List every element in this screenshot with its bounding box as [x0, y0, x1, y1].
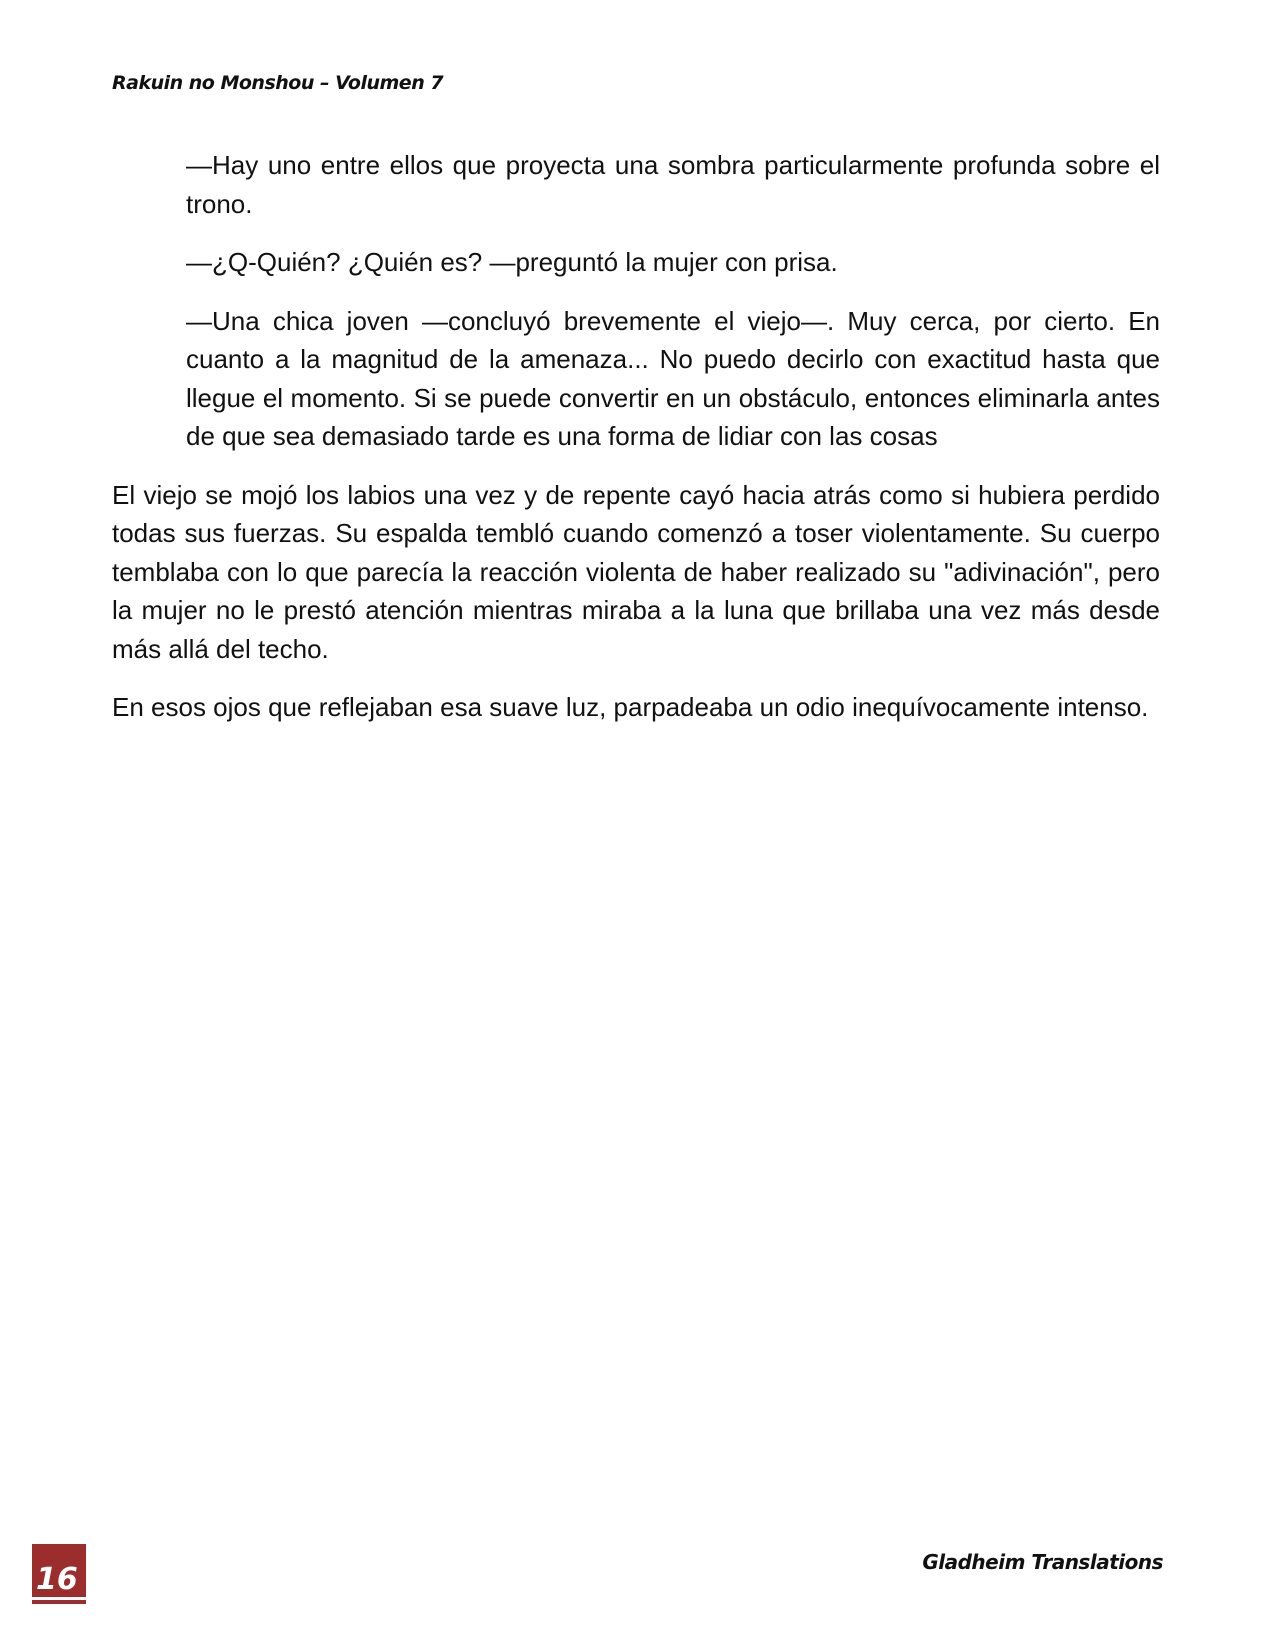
- dialogue-paragraph: —¿Q-Quién? ¿Quién es? —preguntó la mujer con prisa.: [186, 247, 838, 277]
- dialogue-paragraph: —Hay uno entre ellos que proyecta una sombra particularmente profunda sobre el trono.: [186, 150, 1160, 219]
- running-header: Rakuin no Monshou – Volumen 7: [112, 72, 444, 94]
- narrative-paragraph: En esos ojos que reflejaban esa suave luz, parpadeaba un odio inequívocamente intenso.: [112, 692, 1149, 722]
- running-footer: Gladheim Translations: [922, 1550, 1163, 1574]
- page-number: 16: [36, 1562, 78, 1597]
- narrative-paragraph: El viejo se mojó los labios una vez y de repente cayó hacia atrás como si hubiera perdido todas sus fuerzas. Su espalda tembló cuando comenzó a toser violentamente. Su cuerpo temblaba con lo que parecía la reacción violenta de haber realizado su "adivinación", pero la mujer no le prestó atención mientras miraba a la luna que brillaba una vez más desde más allá del techo.: [112, 479, 1160, 664]
- dialogue-paragraph: —Una chica joven —concluyó brevemente el viejo—. Muy cerca, por cierto. En cuanto a la magnitud de la amenaza... No puedo decirlo con exactitud hasta que llegue el momento. Si se puede convertir en un obstáculo, entonces eliminarla antes de que sea demasiado tarde es una forma de lidiar con las cosas: [186, 305, 1160, 451]
- body-text: [112, 146, 1160, 747]
- page-number-underline: [32, 1597, 86, 1600]
